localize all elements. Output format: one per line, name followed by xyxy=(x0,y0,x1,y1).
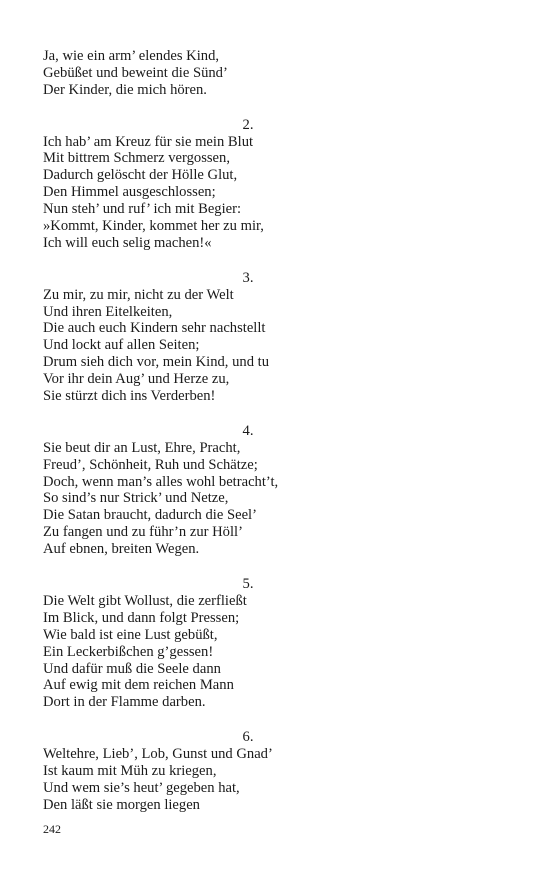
verse-line: Der Kinder, die mich hören. xyxy=(43,81,207,98)
stanza-6 xyxy=(43,729,303,813)
verse-line: Dadurch gelöscht der Hölle Glut, xyxy=(43,167,238,184)
stanza-3 xyxy=(43,270,303,405)
stanza-4 xyxy=(43,423,303,558)
verse-line: Ja, wie ein arm’ elendes Kind, xyxy=(43,48,220,64)
verse-line: Und dafür muß die Seele dann xyxy=(43,660,221,677)
verse-line: Gebüßet und beweint die Sünd’ xyxy=(43,64,228,81)
stanza-number: 2. xyxy=(242,116,254,133)
verse-line: Und ihren Eitelkeiten, xyxy=(43,303,173,320)
stanza-number: 3. xyxy=(242,269,254,286)
verse-line: Die auch euch Kindern sehr nachstellt xyxy=(43,320,266,337)
stanza-number: 5. xyxy=(242,576,254,593)
verse-line: Ist kaum mit Müh zu kriegen, xyxy=(43,762,217,779)
verse-line: Weltehre, Lieb’, Lob, Gunst und Gnad’ xyxy=(43,746,273,763)
verse-line: Freud’, Schönheit, Ruh und Schätze; xyxy=(43,456,258,473)
verse-line: Zu mir, zu mir, nicht zu der Welt xyxy=(43,286,234,303)
page-number: 242 xyxy=(43,822,61,836)
stanza-number: 4. xyxy=(242,422,254,439)
verse-line: Und lockt auf allen Seiten; xyxy=(43,337,200,354)
verse-line: Den Himmel ausgeschlossen; xyxy=(43,184,216,201)
verse-line: Die Welt gibt Wollust, die zerfließt xyxy=(43,592,247,609)
verse-line: Drum sieh dich vor, mein Kind, und tu xyxy=(43,354,269,371)
stanza-2 xyxy=(43,117,303,252)
verse-line: »Kommt, Kinder, kommet her zu mir, xyxy=(43,218,264,235)
verse-line: Zu fangen und zu führ’n zur Höll’ xyxy=(43,524,243,541)
verse-line: Und wem sie’s heut’ gegeben hat, xyxy=(43,779,240,796)
verse-line: Sie stürzt dich ins Verderben! xyxy=(43,388,216,405)
poem-page xyxy=(43,48,303,814)
verse-line: Ich will euch selig machen!« xyxy=(43,234,212,251)
verse-line: Den läßt sie morgen liegen xyxy=(43,796,200,813)
verse-line: Doch, wenn man’s alles wohl betracht’t, xyxy=(43,473,279,490)
verse-line: Mit bittrem Schmerz vergossen, xyxy=(43,150,230,167)
verse-line: Im Blick, und dann folgt Pressen; xyxy=(43,609,240,626)
verse-line: Dort in der Flamme darben. xyxy=(43,694,206,711)
stanza-number: 6. xyxy=(242,729,254,746)
verse-line: Ein Leckerbißchen g’gessen! xyxy=(43,643,214,660)
verse-line: Sie beut dir an Lust, Ehre, Pracht, xyxy=(43,439,241,456)
intro-stanza xyxy=(43,48,303,99)
verse-line: Wie bald ist eine Lust gebüßt, xyxy=(43,626,218,643)
stanza-5 xyxy=(43,576,303,711)
verse-line: Auf ewig mit dem reichen Mann xyxy=(43,677,234,694)
verse-line: Die Satan braucht, dadurch die Seel’ xyxy=(43,507,257,524)
verse-line: Nun steh’ und ruf’ ich mit Begier: xyxy=(43,201,242,218)
verse-line: Ich hab’ am Kreuz für sie mein Blut xyxy=(43,133,254,150)
verse-line: Auf ebnen, breiten Wegen. xyxy=(43,541,200,558)
verse-line: So sind’s nur Strick’ und Netze, xyxy=(43,490,229,507)
verse-line: Vor ihr dein Aug’ und Herze zu, xyxy=(43,371,230,388)
